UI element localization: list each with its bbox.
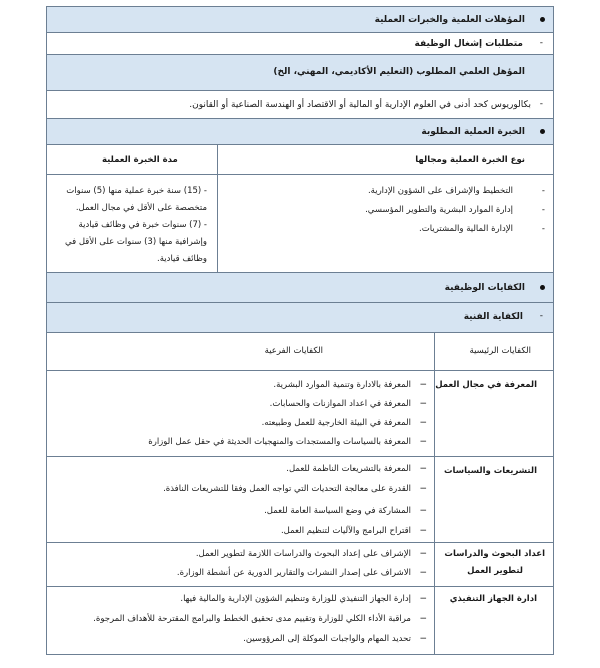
academic-text-row	[47, 91, 553, 119]
sub-item: − المشاركة في وضع السياسة العامة للعمل.	[264, 506, 427, 516]
bullet-icon	[540, 17, 545, 22]
sub-item: − مراقبة الأداء الكلي للوزارة وتقييم مدى تحقيق الخطط والبرامج المقترحة للأهداف المرجوة.	[93, 614, 427, 624]
experience-table-header	[47, 145, 553, 175]
exp-duration-header: مدة الخبرة العملية	[102, 155, 178, 165]
job-description-table	[46, 6, 554, 655]
sub-item: − الاشراف على إصدار النشرات والتقارير الدورية عن أنشطة الوزارة.	[176, 568, 427, 578]
academic-qual-title: المؤهل العلمي المطلوب (التعليم الأكاديمي، المهني، الخ)	[273, 67, 525, 77]
job-requirements-row	[47, 33, 553, 55]
main-competency: ادارة الجهاز التنفيذي	[449, 594, 537, 604]
bullet-icon	[540, 285, 545, 290]
experience-header	[47, 119, 553, 145]
competency-row	[47, 371, 553, 457]
sub-item: − المعرفة في البيئة الخارجية للعمل وطبيعته.	[261, 418, 427, 428]
sub-item: − القدرة على معالجة التحديات التي تواجه العمل وفقا للتشريعات النافذة.	[163, 484, 427, 494]
sub-item: − تحديد المهام والواجبات الموكلة إلى المرؤوسين.	[243, 634, 427, 644]
sub-item: − المعرفة بالتشريعات الناظمة للعمل.	[286, 464, 427, 474]
competencies-header	[47, 273, 553, 303]
job-requirements-title: متطلبات إشغال الوظيفة	[414, 39, 523, 49]
main-competency: المعرفة في مجال العمل	[435, 380, 537, 390]
experience-title: الخبرة العملية المطلوبة	[421, 127, 525, 137]
exp-type-item: إدارة الموارد البشرية والتطوير المؤسسي.	[365, 205, 513, 215]
dash-marker: -	[539, 38, 543, 48]
competency-row	[47, 587, 553, 655]
academic-qual-header	[47, 55, 553, 91]
main-comp-header: الكفايات الرئيسية	[469, 346, 531, 356]
sub-comp-header: الكفايات الفرعية	[264, 346, 323, 356]
exp-type-item: التخطيط والإشراف على الشؤون الإدارية.	[367, 186, 513, 196]
bullet-icon	[540, 129, 545, 134]
tech-competency-header	[47, 303, 553, 333]
main-competency: التشريعات والسياسات	[444, 466, 537, 476]
main-competency: اعداد البحوث والدراسات	[444, 549, 545, 559]
main-competency: لتطوير العمل	[467, 566, 523, 576]
competency-table-header	[47, 333, 553, 371]
sub-item: − المعرفة بالادارة وتنمية الموارد البشرية.	[273, 380, 427, 390]
exp-type-item: الإدارة المالية والمشتريات.	[419, 224, 513, 234]
dash-marker: -	[539, 311, 543, 321]
competency-row	[47, 457, 553, 543]
dash-marker: -	[539, 99, 543, 109]
qualifications-header	[47, 7, 553, 33]
exp-type-header: نوع الخبرة العملية ومجالها	[415, 155, 525, 165]
experience-table-body: - التخطيط والإشراف على الشؤون الإدارية. - إدارة الموارد البشرية والتطوير المؤسسي. - الإدارة المالية والمشتريات. - (15) سنة خبرة عملية منها (5) سنوات متخصصة على الأقل في مجال العمل. - (7) سنوات خبرة في وظائف قيادية وإشرافية منها (3) سنوات على الأقل في وظائف قيادية.	[47, 175, 553, 273]
sub-item: − المعرفة بالسياسات والمستجدات والمنهجيات الحديثة في حقل عمل الوزارة	[148, 437, 427, 447]
competencies-title: الكفايات الوظيفية	[444, 283, 525, 293]
qualifications-title: المؤهلات العلمية والخبرات العملية	[374, 15, 525, 25]
sub-item: − المعرفة في اعداد الموازنات والحسابات.	[269, 399, 427, 409]
sub-item: − اقتراح البرامج والآليات لتنظيم العمل.	[280, 526, 427, 536]
academic-text: بكالوريوس كحد أدنى في العلوم الإدارية أو المالية أو الاقتصاد أو الهندسة الصناعية أو القانون.	[189, 100, 531, 110]
sub-item: − إدارة الجهاز التنفيذي للوزارة وتنظيم الشؤون الإدارية والمالية فيها.	[180, 594, 427, 604]
competency-row	[47, 543, 553, 587]
sub-item: − الإشراف على إعداد البحوث والدراسات اللازمة لتطوير العمل.	[195, 549, 427, 559]
tech-competency-title: الكفاية الفنية	[463, 312, 523, 322]
